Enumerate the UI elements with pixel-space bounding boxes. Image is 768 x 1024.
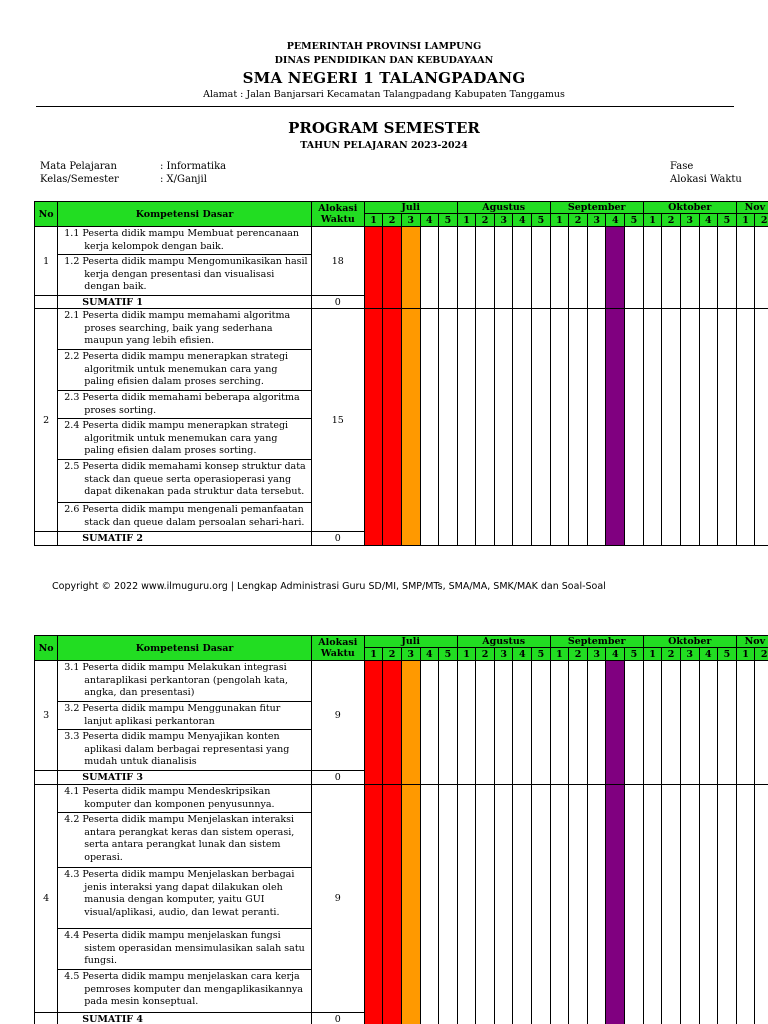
week-cell [755, 785, 768, 1024]
week-cell [587, 785, 606, 1024]
month-header: Nov [736, 636, 768, 648]
week-cell [718, 785, 737, 1024]
week-cell [587, 661, 606, 785]
week-header: 4 [699, 214, 718, 227]
schedule-table-1 [34, 201, 768, 552]
week-cell [420, 661, 439, 785]
document-title: PROGRAM SEMESTER [288, 119, 480, 137]
week-cell [364, 309, 383, 546]
week-header: 1 [736, 214, 755, 227]
week-cell [569, 785, 588, 1024]
row-number-empty [35, 532, 58, 546]
week-header: 1 [643, 648, 662, 661]
week-cell [401, 227, 420, 309]
week-header: 3 [587, 648, 606, 661]
row-number-empty [35, 1013, 58, 1024]
week-cell [550, 785, 569, 1024]
week-cell [643, 785, 662, 1024]
week-cell [606, 785, 625, 1024]
alokasi-value: 18 [311, 227, 364, 296]
week-cell [476, 661, 495, 785]
week-cell [680, 309, 699, 546]
week-header: 4 [699, 648, 718, 661]
week-cell [364, 661, 383, 785]
alokasi-header: Alokasi Waktu [311, 202, 364, 227]
header-divider [36, 106, 734, 107]
week-cell [420, 785, 439, 1024]
week-header: 2 [662, 648, 681, 661]
week-cell [457, 785, 476, 1024]
week-cell [755, 309, 768, 546]
week-header: 1 [364, 648, 383, 661]
month-header: Juli [364, 202, 457, 214]
month-header: Oktober [643, 202, 736, 214]
week-cell [401, 309, 420, 546]
kompetensi-header: Kompetensi Dasar [58, 202, 312, 227]
week-header: 4 [420, 214, 439, 227]
week-header: 4 [420, 648, 439, 661]
week-cell [736, 785, 755, 1024]
week-header: 5 [625, 648, 644, 661]
row-number: 3 [35, 661, 58, 771]
sumatif-alokasi: 0 [311, 296, 364, 309]
week-cell [755, 661, 768, 785]
sumatif-label: SUMATIF 1 [58, 296, 312, 309]
week-cell [476, 785, 495, 1024]
week-header: 2 [755, 648, 768, 661]
week-cell [401, 661, 420, 785]
sumatif-alokasi: 0 [311, 532, 364, 546]
competency-text: 1.2 Peserta didik mampu Mengomunikasikan hasil kerja dengan presentasi dan visualisasi dengan baik. [58, 255, 312, 296]
row-number-empty [35, 296, 58, 309]
week-cell [513, 661, 532, 785]
sumatif-alokasi: 0 [311, 771, 364, 785]
week-cell [550, 661, 569, 785]
sumatif-label: SUMATIF 4 [58, 1013, 312, 1024]
month-header: September [550, 202, 643, 214]
week-header: 2 [383, 214, 402, 227]
month-header: Nov [736, 202, 768, 214]
week-cell [662, 785, 681, 1024]
week-cell [364, 785, 383, 1024]
week-header: 2 [569, 648, 588, 661]
week-cell [718, 661, 737, 785]
week-header: 1 [643, 214, 662, 227]
week-header: 2 [476, 648, 495, 661]
time-label: Alokasi Waktu [670, 174, 742, 185]
competency-text: 4.2 Peserta didik mampu Menjelaskan interaksi antara perangkat keras dan sistem operasi, serta antara perangkat lunak dan sistem operasi. [58, 813, 312, 868]
week-header: 5 [439, 214, 458, 227]
week-header: 2 [662, 214, 681, 227]
competency-text: 1.1 Peserta didik mampu Membuat perencanaan kerja kelompok dengan baik. [58, 227, 312, 255]
sumatif-label: SUMATIF 2 [58, 532, 312, 546]
week-cell [569, 309, 588, 546]
alokasi-value: 15 [311, 309, 364, 532]
week-cell [625, 309, 644, 546]
week-header: 3 [494, 214, 513, 227]
week-cell [383, 227, 402, 309]
week-cell [550, 309, 569, 546]
week-cell [662, 227, 681, 309]
week-cell [550, 227, 569, 309]
competency-text: 4.5 Peserta didik mampu menjelaskan cara kerja pemroses komputer dan mengaplikasikannya pada mesin konseptual. [58, 970, 312, 1013]
no-header: No [35, 202, 58, 227]
row-number: 2 [35, 309, 58, 532]
week-cell [699, 309, 718, 546]
week-cell [532, 227, 551, 309]
class-value: : X/Ganjil [160, 174, 207, 185]
week-cell [494, 661, 513, 785]
week-cell [643, 309, 662, 546]
week-cell [439, 227, 458, 309]
week-header: 3 [401, 214, 420, 227]
week-cell [494, 227, 513, 309]
week-cell [457, 227, 476, 309]
week-cell [569, 227, 588, 309]
week-cell [494, 785, 513, 1024]
week-cell [587, 309, 606, 546]
competency-text: 4.1 Peserta didik mampu Mendeskripsikan komputer dan komponen penyusunnya. [58, 785, 312, 813]
week-cell [699, 785, 718, 1024]
week-header: 3 [587, 214, 606, 227]
competency-text: 4.4 Peserta didik mampu menjelaskan fungsi sistem operasidan mensimulasikan salah satu fungsi. [58, 929, 312, 970]
school-name: SMA NEGERI 1 TALANGPADANG [242, 69, 526, 87]
row-number: 4 [35, 785, 58, 1013]
week-cell [383, 785, 402, 1024]
week-cell [513, 309, 532, 546]
week-cell [476, 309, 495, 546]
week-cell [364, 227, 383, 309]
week-header: 5 [532, 648, 551, 661]
competency-text: 2.3 Peserta didik memahami beberapa algoritma proses sorting. [58, 391, 312, 419]
week-cell [680, 661, 699, 785]
week-cell [532, 309, 551, 546]
week-cell [476, 227, 495, 309]
week-header: 5 [625, 214, 644, 227]
school-address: Alamat : Jalan Banjarsari Kecamatan Talangpadang Kabupaten Tanggamus [203, 89, 565, 100]
week-cell [587, 227, 606, 309]
week-cell [606, 661, 625, 785]
week-header: 5 [718, 648, 737, 661]
table-row [35, 309, 768, 350]
week-cell [439, 309, 458, 546]
week-cell [680, 227, 699, 309]
table-row [35, 661, 768, 702]
week-cell [457, 661, 476, 785]
week-cell [439, 661, 458, 785]
subject-value: : Informatika [160, 161, 227, 172]
week-header: 4 [513, 648, 532, 661]
academic-year: TAHUN PELAJARAN 2023-2024 [300, 140, 468, 151]
week-header: 1 [550, 648, 569, 661]
week-cell [420, 227, 439, 309]
week-cell [383, 309, 402, 546]
week-header: 1 [736, 648, 755, 661]
week-cell [569, 661, 588, 785]
week-header: 3 [494, 648, 513, 661]
alokasi-header: Alokasi Waktu [311, 636, 364, 661]
week-cell [662, 661, 681, 785]
week-header: 1 [457, 648, 476, 661]
week-cell [625, 227, 644, 309]
week-header: 2 [569, 214, 588, 227]
week-cell [401, 785, 420, 1024]
week-cell [736, 227, 755, 309]
week-cell [680, 785, 699, 1024]
week-cell [439, 785, 458, 1024]
phase-label: Fase [670, 161, 694, 172]
competency-text: 3.1 Peserta didik mampu Melakukan integrasi antaraplikasi perkantoran (pengolah kata, angka, dan presentasi) [58, 661, 312, 702]
competency-text: 4.3 Peserta didik mampu Menjelaskan berbagai jenis interaksi yang dapat dilakukan oleh manusia dengan komputer, yaitu GUI visual/aplikasi, audio, dan lewat peranti. [58, 868, 312, 929]
competency-text: 2.5 Peserta didik memahami konsep struktur data stack dan queue serta operasioperasi yang dapat dikenakan pada struktur data tersebut. [58, 460, 312, 503]
week-header: 2 [476, 214, 495, 227]
week-cell [606, 227, 625, 309]
week-cell [383, 661, 402, 785]
week-header: 3 [680, 648, 699, 661]
week-cell [662, 309, 681, 546]
week-cell [513, 785, 532, 1024]
competency-text: 2.2 Peserta didik mampu menerapkan strategi algoritmik untuk menemukan cara yang paling efisien dalam proses serching. [58, 350, 312, 391]
row-number-empty [35, 771, 58, 785]
alokasi-value: 9 [311, 785, 364, 1013]
month-header: Oktober [643, 636, 736, 648]
week-header: 5 [439, 648, 458, 661]
copyright-footer: Copyright © 2022 www.ilmuguru.org | Lengkap Administrasi Guru SD/MI, SMP/MTs, SMA/MA, SMK/MAK dan Soal-Soal [52, 581, 606, 592]
month-header: Juli [364, 636, 457, 648]
table-row [35, 227, 768, 255]
week-header: 4 [606, 648, 625, 661]
gov-heading: PEMERINTAH PROVINSI LAMPUNG [286, 41, 482, 52]
week-cell [494, 309, 513, 546]
sumatif-label: SUMATIF 3 [58, 771, 312, 785]
week-cell [699, 661, 718, 785]
week-header: 3 [401, 648, 420, 661]
week-header: 1 [550, 214, 569, 227]
week-cell [755, 227, 768, 309]
competency-text: 3.3 Peserta didik mampu Menyajikan konten aplikasi dalam berbagai representasi yang mudah untuk dianalisis [58, 730, 312, 771]
competency-text: 2.4 Peserta didik mampu menerapkan strategi algoritmik untuk menemukan cara yang paling efisien dalam proses sorting. [58, 419, 312, 460]
week-cell [532, 661, 551, 785]
week-cell [699, 227, 718, 309]
week-cell [625, 785, 644, 1024]
week-cell [736, 661, 755, 785]
subject-label: Mata Pelajaran [40, 161, 117, 172]
week-cell [606, 309, 625, 546]
row-number: 1 [35, 227, 58, 296]
table-row [35, 785, 768, 813]
week-header: 1 [364, 214, 383, 227]
week-header: 2 [383, 648, 402, 661]
schedule-grid [34, 635, 768, 1024]
week-cell [718, 309, 737, 546]
week-header: 3 [680, 214, 699, 227]
month-header: September [550, 636, 643, 648]
week-cell [718, 227, 737, 309]
week-header: 5 [532, 214, 551, 227]
kompetensi-header: Kompetensi Dasar [58, 636, 312, 661]
week-header: 4 [513, 214, 532, 227]
week-header: 1 [457, 214, 476, 227]
month-header: Agustus [457, 636, 550, 648]
week-header: 5 [718, 214, 737, 227]
week-cell [532, 785, 551, 1024]
competency-text: 2.6 Peserta didik mampu mengenali pemanfaatan stack dan queue dalam persoalan sehari-hari. [58, 503, 312, 532]
schedule-table-2 [34, 635, 768, 1024]
week-header: 2 [755, 214, 768, 227]
week-cell [643, 227, 662, 309]
competency-text: 3.2 Peserta didik mampu Menggunakan fitur lanjut aplikasi perkantoran [58, 702, 312, 730]
no-header: No [35, 636, 58, 661]
week-cell [625, 661, 644, 785]
week-cell [736, 309, 755, 546]
week-cell [513, 227, 532, 309]
dept-heading: DINAS PENDIDIKAN DAN KEBUDAYAAN [274, 55, 494, 66]
week-cell [457, 309, 476, 546]
week-cell [643, 661, 662, 785]
month-header: Agustus [457, 202, 550, 214]
week-header: 4 [606, 214, 625, 227]
sumatif-alokasi: 0 [311, 1013, 364, 1024]
week-cell [420, 309, 439, 546]
alokasi-value: 9 [311, 661, 364, 771]
schedule-grid [34, 201, 768, 546]
class-label: Kelas/Semester [40, 174, 119, 185]
competency-text: 2.1 Peserta didik mampu memahami algoritma proses searching, baik yang sederhana maupun yang lebih efisien. [58, 309, 312, 350]
